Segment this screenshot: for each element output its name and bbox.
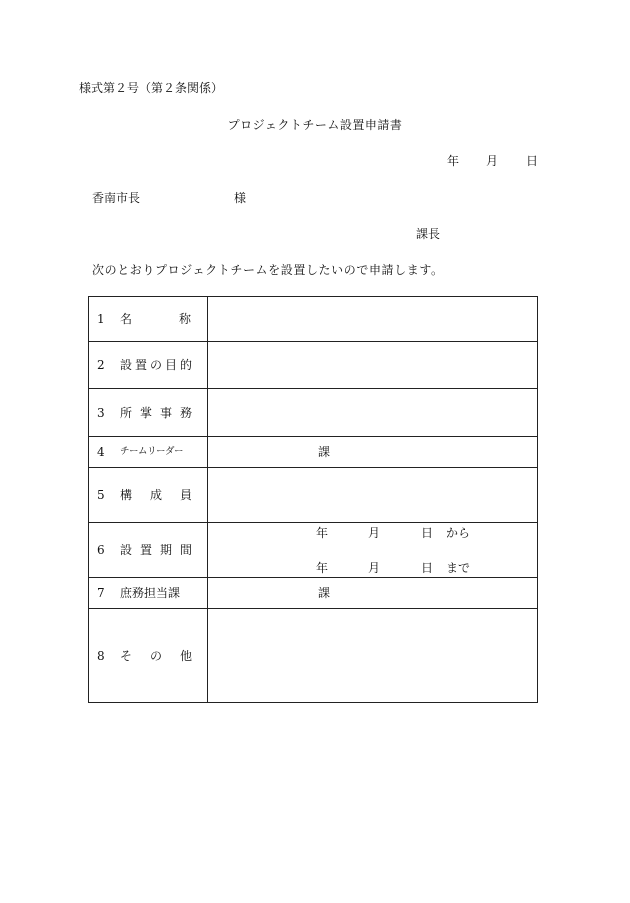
row-label: 庶務担当課 — [120, 586, 181, 600]
row-label-cell — [89, 609, 208, 703]
period-start-year: 年 — [316, 526, 329, 540]
row-number: 6 — [97, 543, 105, 557]
honorific: 様 — [234, 191, 247, 205]
period-start-month: 月 — [368, 526, 381, 540]
period-end-day: 日 — [421, 561, 434, 575]
date-day-label: 日 — [526, 154, 539, 168]
date-year-label: 年 — [447, 154, 460, 168]
row-label-cell — [89, 523, 208, 578]
table-row — [89, 342, 538, 389]
row-label: 置 — [140, 543, 153, 557]
table-row — [89, 523, 538, 578]
row-label: 構 — [120, 488, 133, 502]
applicant-title: 課長 — [416, 227, 441, 241]
row-label: 設 — [120, 543, 133, 557]
table-row — [89, 297, 538, 342]
period-end-year: 年 — [316, 561, 329, 575]
purpose-value-cell[interactable] — [208, 342, 538, 389]
row-label: 設置の目的 — [120, 358, 196, 372]
table-row — [89, 609, 538, 703]
row-label: 事 — [160, 405, 173, 420]
members-value-cell[interactable] — [208, 468, 538, 523]
row-label: 間 — [180, 543, 193, 557]
row-label: そ — [120, 648, 133, 663]
row-number: 2 — [97, 358, 105, 372]
row-label: の — [150, 648, 163, 663]
addressee: 香南市長 — [92, 191, 141, 205]
period-to-label: まで — [446, 561, 471, 575]
table-row — [89, 578, 538, 609]
row-label: 務 — [180, 405, 193, 420]
row-label-cell — [89, 468, 208, 523]
row-number: 1 — [97, 312, 105, 326]
section-suffix: 課 — [318, 445, 331, 459]
period-end-month: 月 — [368, 561, 381, 575]
row-label-cell — [89, 297, 208, 342]
other-value-cell[interactable] — [208, 609, 538, 703]
team-leader-value-cell[interactable] — [208, 437, 538, 468]
row-label-cell — [89, 389, 208, 437]
row-label-cell — [89, 342, 208, 389]
name-value-cell[interactable] — [208, 297, 538, 342]
duties-value-cell[interactable] — [208, 389, 538, 437]
section-suffix: 課 — [318, 586, 331, 600]
table-row — [89, 437, 538, 468]
row-label: 名 — [120, 312, 133, 326]
date-month-label: 月 — [486, 154, 499, 168]
period-start-day: 日 — [421, 526, 434, 540]
row-label: 成 — [150, 488, 163, 502]
row-number: 8 — [97, 648, 105, 663]
form-number: 様式第２号（第２条関係） — [79, 81, 224, 95]
row-label-cell — [89, 578, 208, 609]
application-table — [88, 296, 538, 703]
row-label-cell — [89, 437, 208, 468]
row-number: 3 — [97, 405, 105, 420]
table-row — [89, 389, 538, 437]
period-from-label: から — [446, 526, 471, 540]
row-label: 所 — [120, 405, 133, 420]
document-title: プロジェクトチーム設置申請書 — [227, 118, 403, 132]
row-label: 掌 — [140, 405, 153, 420]
row-label: 員 — [180, 488, 193, 502]
table-row — [89, 468, 538, 523]
row-label: 他 — [180, 648, 193, 663]
row-number: 5 — [97, 488, 105, 502]
period-value-cell[interactable] — [208, 523, 538, 578]
intro-text: 次のとおりプロジェクトチームを設置したいので申請します。 — [92, 263, 444, 277]
row-number: 7 — [97, 586, 105, 600]
row-label: チームリーダー — [120, 446, 184, 457]
row-label: 称 — [179, 312, 192, 326]
admin-section-value-cell[interactable] — [208, 578, 538, 609]
row-label: 期 — [160, 543, 173, 557]
row-number: 4 — [97, 445, 105, 459]
